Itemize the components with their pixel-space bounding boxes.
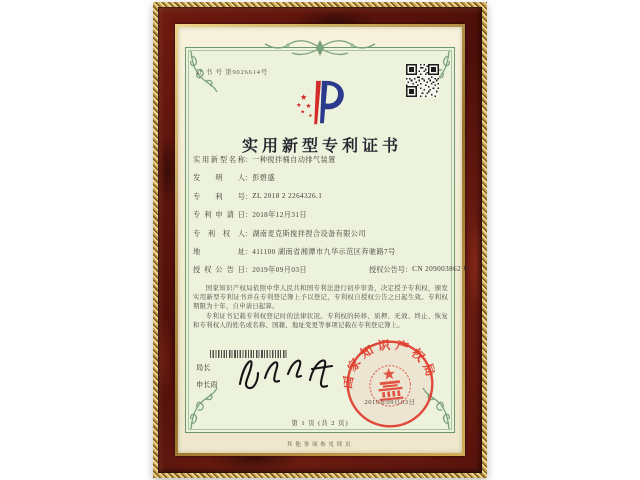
field-label: 授权公告日	[193, 266, 245, 275]
continuation-note: 其他事项参见续页	[286, 442, 354, 448]
director-name: 申长雨	[196, 381, 218, 389]
field-row	[193, 192, 448, 204]
field-pair	[193, 192, 322, 200]
field-colon: ：	[404, 266, 413, 275]
flourish-diamond	[316, 40, 324, 56]
cnipa-official-seal-icon	[339, 333, 440, 434]
director-block	[196, 360, 218, 394]
field-label: 专利申请日	[193, 211, 245, 220]
field-value: 湖南麦克斯搅拌捏合设备有限公司	[252, 229, 367, 238]
director-signature-icon	[232, 348, 344, 400]
field-colon: ：	[245, 211, 253, 220]
picture-frame-wood	[158, 7, 482, 473]
field-value: 2018年12月31日	[252, 211, 307, 220]
field-label: 专利权人	[193, 229, 245, 238]
field-pair	[369, 265, 469, 275]
field-pair	[193, 265, 307, 273]
field-colon: ：	[245, 174, 253, 183]
top-center-flourish-ornament	[259, 34, 381, 62]
field-value: CN 209003862 U	[412, 265, 469, 274]
picture-frame-gold-bead	[153, 2, 487, 478]
field-colon: ：	[245, 248, 253, 256]
field-colon: ：	[245, 192, 253, 201]
field-value: ZL 2018 2 2264326.1	[252, 191, 323, 200]
field-row	[193, 155, 448, 167]
cnipa-patent-logo-icon	[291, 79, 349, 129]
seal-ring-text: 国家知识产权局	[340, 337, 440, 390]
certificate-mat	[178, 27, 469, 453]
field-pair	[193, 210, 307, 218]
field-value: 2019年09月03日	[252, 266, 307, 275]
logo-p-stem	[320, 81, 328, 123]
certificate-paper	[185, 47, 469, 433]
field-pair	[193, 247, 396, 255]
field-colon: ：	[245, 229, 253, 238]
field-label: 专利号	[193, 192, 245, 201]
field-label: 地址	[193, 248, 245, 256]
field-row	[193, 229, 448, 241]
field-label: 发明人	[193, 174, 245, 183]
qr-code-icon	[406, 64, 439, 97]
field-pair	[193, 229, 366, 237]
certificate-number: 证 书 号 第9026614号	[196, 69, 269, 76]
field-label: 授权公告号	[369, 266, 405, 275]
field-value: 一种搅拌桶自动排气装置	[252, 156, 336, 164]
logo-red-stripe	[314, 81, 321, 124]
director-label: 局长	[196, 364, 211, 372]
field-row	[193, 265, 469, 277]
field-row	[193, 247, 448, 259]
field-value: 411100 湖南省湘潭市九华示范区奔驰路7号	[252, 248, 396, 256]
legal-paragraph: 专利证书记载专利权登记时的法律状况。专利权的转移、质押、无效、终止、恢复和专利权人的姓名或名称、国籍、地址变更等事项记载在专利登记簿上。	[193, 312, 448, 329]
legal-paragraphs	[193, 284, 448, 330]
field-pair	[193, 155, 336, 163]
certificate-title: 实用新型专利证书	[241, 138, 402, 155]
legal-paragraph: 国家知识产权局依照中华人民共和国专利法进行初步审查，决定授予专利权，颁发实用新型专利证书并在专利登记簿上予以登记，专利权自授权公告之日起生效。专利权期限为十年，自申请日起算。	[193, 285, 448, 311]
field-row	[193, 173, 448, 185]
field-label: 实用新型名称	[193, 156, 245, 164]
page-footer: 第 1 页 (共 2 页)	[291, 420, 349, 427]
picture-frame-inner-gold-trim	[175, 24, 469, 456]
field-colon: ：	[245, 266, 253, 275]
field-pair	[193, 173, 275, 181]
field-row	[193, 210, 448, 222]
field-colon: ：	[245, 156, 253, 164]
field-value: 彭碧盛	[252, 174, 275, 183]
